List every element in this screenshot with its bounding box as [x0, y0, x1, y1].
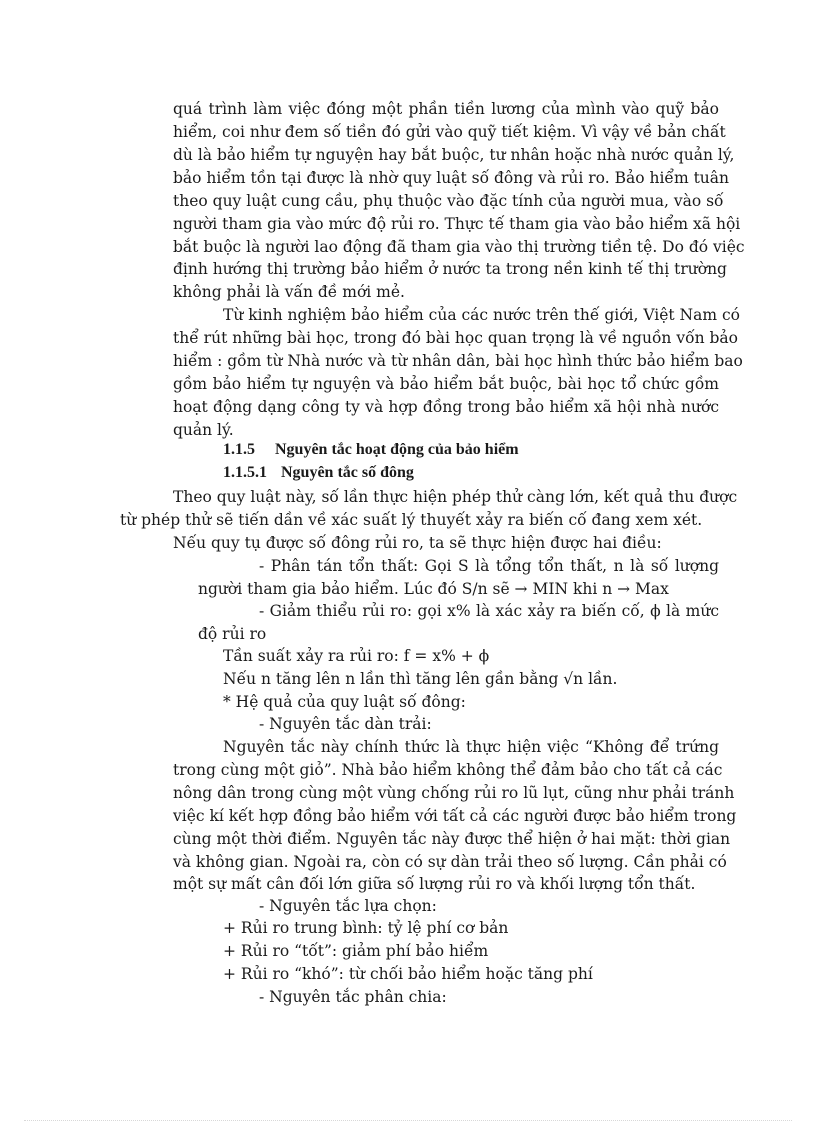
paragraph-line: theo quy luật cung cầu, phụ thuộc vào đặc tính của người mua, vào số	[173, 192, 724, 210]
paragraph-line: Nếu n tăng lên n lần thì tăng lên gần bằng √n lần.	[223, 670, 618, 688]
section-heading: Nguyên tắc hoạt động của bảo hiểm	[275, 441, 519, 458]
paragraph-line: hiểm, coi như đem số tiền đó gửi vào quỹ tiết kiệm. Vì vậy về bản chất	[173, 123, 726, 141]
subsection-number: 1.1.5.1	[223, 464, 267, 481]
paragraph-line: hiểm : gồm từ Nhà nước và từ nhân dân, bài học hình thức bảo hiểm bao	[173, 352, 743, 370]
paragraph-line: trong cùng một giỏ”. Nhà bảo hiểm không thể đảm bảo cho tất cả các	[173, 761, 723, 779]
paragraph-line: bắt buộc là người lao động đã tham gia vào thị trường tiền tệ. Do đó việc	[173, 238, 745, 256]
plus-item: + Rủi ro “tốt”: giảm phí bảo hiểm	[223, 942, 489, 960]
paragraph-line: người tham gia vào mức độ rủi ro. Thực tế tham gia vào bảo hiểm xã hội	[173, 215, 741, 233]
paragraph-line: cùng một thời điểm. Nguyên tắc này được thể hiện ở hai mặt: thời gian	[173, 830, 731, 848]
paragraph-line: quá trình làm việc đóng một phần tiền lương của mình vào quỹ bảo	[173, 100, 719, 118]
bullet-continuation: người tham gia bảo hiểm. Lúc đó S/n sẽ → MIN khi n → Max	[198, 580, 669, 598]
plus-item: + Rủi ro trung bình: tỷ lệ phí cơ bản	[223, 919, 509, 937]
section-number: 1.1.5	[223, 441, 255, 458]
paragraph-line: bảo hiểm tồn tại được là nhờ quy luật số đông và rủi ro. Bảo hiểm tuân	[173, 169, 730, 187]
paragraph-line: thể rút những bài học, trong đó bài học quan trọng là về nguồn vốn bảo	[173, 329, 738, 347]
paragraph-line: nông dân trong cùng một vùng chống rủi ro lũ lụt, cũng như phải tránh	[173, 784, 735, 802]
paragraph-line: gồm bảo hiểm tự nguyện và bảo hiểm bắt buộc, bài học tổ chức gồm	[173, 375, 719, 393]
sub-bullet: - Nguyên tắc phân chia:	[259, 988, 447, 1006]
paragraph-line: một sự mất cân đối lớn giữa số lượng rủi ro và khối lượng tổn thất.	[173, 875, 696, 893]
formula-line: Tần suất xảy ra rủi ro: f = x% + ϕ	[223, 647, 490, 665]
paragraph-line: từ phép thử sẽ tiến dần về xác suất lý thuyết xảy ra biến cố đang xem xét.	[120, 511, 703, 529]
paragraph-line: hoạt động dạng công ty và hợp đồng trong bảo hiểm xã hội nhà nước	[173, 398, 719, 416]
sub-bullet: - Nguyên tắc dàn trải:	[259, 715, 432, 733]
bullet-continuation: độ rủi ro	[198, 625, 267, 643]
plus-item: + Rủi ro “khó”: từ chối bảo hiểm hoặc tăng phí	[223, 965, 593, 983]
page-bottom-rule	[24, 1120, 792, 1121]
paragraph-line: định hướng thị trường bảo hiểm ở nước ta trong nền kinh tế thị trường	[173, 260, 727, 278]
paragraph-line: việc kí kết hợp đồng bảo hiểm với tất cả các người được bảo hiểm trong	[173, 807, 737, 825]
paragraph-line: Nguyên tắc này chính thức là thực hiện việc “Không để trứng	[223, 738, 719, 756]
corollary-heading: * Hệ quả của quy luật số đông:	[223, 693, 466, 711]
sub-bullet: - Nguyên tắc lựa chọn:	[259, 897, 437, 915]
paragraph-line: và không gian. Ngoài ra, còn có sự dàn trải theo số lượng. Cần phải có	[173, 853, 727, 871]
paragraph-line: dù là bảo hiểm tự nguyện hay bắt buộc, tư nhân hoặc nhà nước quản lý,	[173, 146, 735, 164]
paragraph-line: Nếu quy tụ được số đông rủi ro, ta sẽ thực hiện được hai điều:	[173, 534, 662, 552]
subsection-heading: Nguyên tắc số đông	[281, 464, 414, 481]
paragraph-line: Từ kinh nghiệm bảo hiểm của các nước trên thế giới, Việt Nam có	[223, 306, 740, 324]
bullet-item: - Phân tán tổn thất: Gọi S là tổng tổn thất, n là số lượng	[259, 557, 719, 575]
paragraph-line: quản lý.	[173, 421, 234, 439]
paragraph-line: Theo quy luật này, số lần thực hiện phép thử càng lớn, kết quả thu được	[173, 488, 738, 506]
bullet-item: - Giảm thiểu rủi ro: gọi x% là xác xảy ra biến cố, ϕ là mức	[259, 602, 719, 620]
paragraph-line: không phải là vấn đề mới mẻ.	[173, 283, 405, 301]
